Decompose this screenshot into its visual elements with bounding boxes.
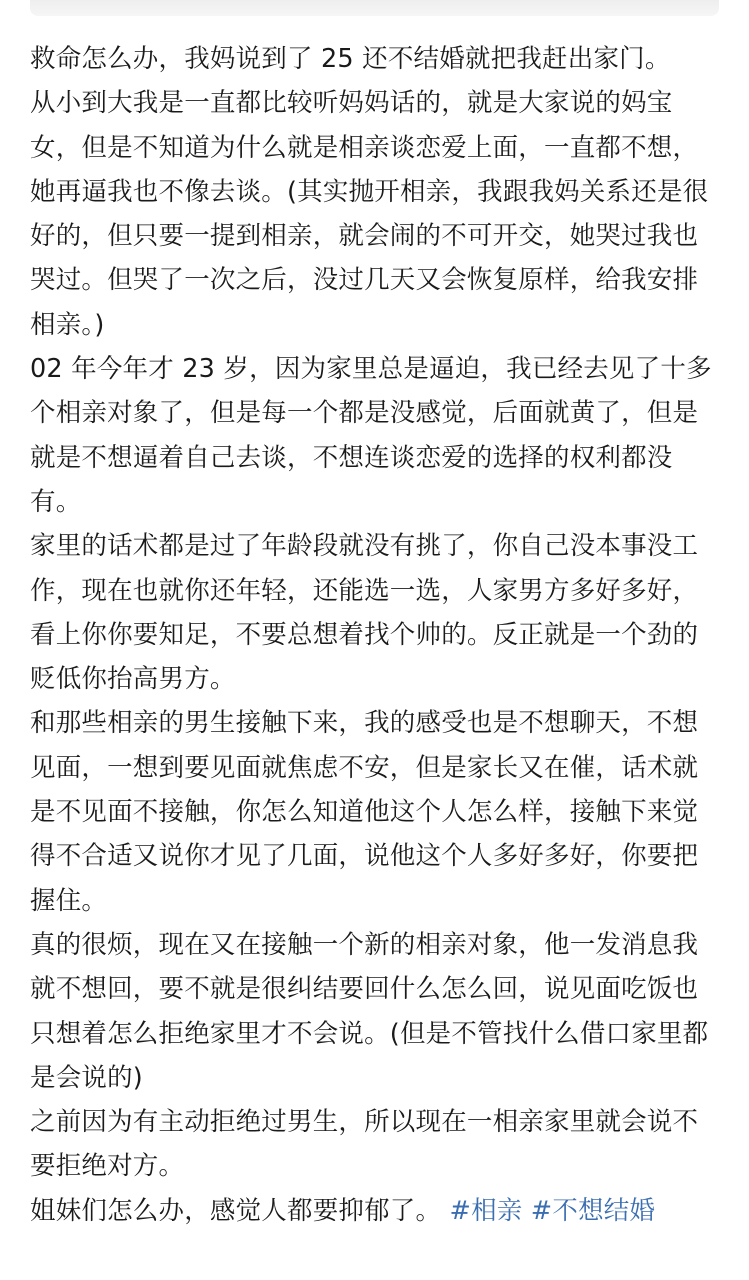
post-paragraph-3: 02 年今年才 23 岁，因为家里总是逼迫，我已经去见了十多个相亲对象了，但是每一个都是没感觉，后面就黄了，但是就是不想逼着自己去谈，不想连谈恋爱的选择的权利都没有。 [30,354,712,517]
post-last-line-text: 姐妹们怎么办，感觉人都要抑郁了。 [30,1195,442,1226]
post-paragraph-2: 从小到大我是一直都比较听妈妈话的，就是大家说的妈宝女，但是不知道为什么就是相亲谈恋爱上面，一直都不想，她再逼我也不像去谈。(其实抛开相亲，我跟我妈关系还是很好的，但只要一提到相亲，就会闹的不可开交，她哭过我也哭过。但哭了一次之后，没过几天又会恢复原样，给我安排相亲。) [30,88,709,340]
post-paragraph-7: 之前因为有主动拒绝过男生，所以现在一相亲家里就会说不要拒绝对方。 [30,1107,699,1182]
bottom-fade [0,1258,749,1280]
post-last-line [30,1189,720,1233]
post-paragraph-1: 救命怎么办，我妈说到了 25 还不结婚就把我赶出家门。 [30,44,671,74]
post-paragraph-5: 和那些相亲的男生接触下来，我的感受也是不想聊天，不想见面，一想到要见面就焦虑不安，但是家长又在催，话术就是不见面不接触，你怎么知道他这个人怎么样，接触下来觉得不合适又说你才见了几面，说他这个人多好多好，你要把握住。 [30,708,699,916]
post-paragraph-4: 家里的话术都是过了年龄段就没有挑了，你自己没本事没工作，现在也就你还年轻，还能选一选，人家男方多好多好，看上你你要知足，不要总想着找个帅的。反正就是一个劲的贬低你抬高男方。 [30,531,699,695]
top-bar [30,0,719,16]
post-body [30,37,720,1233]
post-paragraph-6: 真的很烦，现在又在接触一个新的相亲对象，他一发消息我就不想回，要不就是很纠结要回什么怎么回，说见面吃饭也只想着怎么拒绝家里才不会说。(但是不管找什么借口家里都是会说的) [30,929,709,1093]
hashtag-link-xiangqin[interactable]: #相亲 [449,1195,523,1226]
hashtag-link-buxiangjiehun[interactable]: #不想结婚 [530,1195,656,1226]
